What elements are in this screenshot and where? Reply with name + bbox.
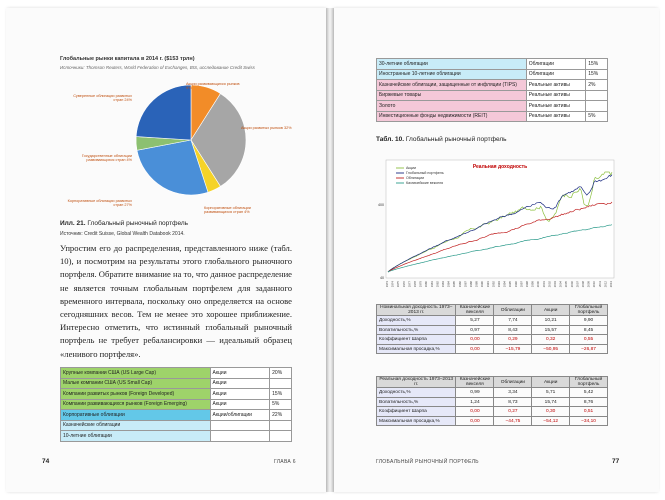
stats-header-cell: Акции: [532, 305, 570, 316]
page-number-right: 77: [612, 458, 620, 465]
asset-name: Биржевые товары: [377, 90, 527, 101]
x-tick-label: 2005: [564, 281, 569, 288]
x-tick-label: 1996: [513, 281, 518, 288]
stats-table-nominal: [376, 304, 608, 354]
line-chart-title: Реальная доходность: [472, 164, 528, 170]
stats-value: 8,45: [570, 325, 608, 335]
allocation-right-row: [377, 111, 608, 122]
y-tick-40: 40: [380, 276, 384, 280]
stats-value: 0,00: [456, 335, 494, 345]
x-tick-label: 2003: [553, 281, 557, 288]
x-tick-label: 2011: [597, 281, 602, 288]
asset-weight: 20%: [270, 368, 292, 379]
stats-row-label: Максимальная просадка,%: [377, 416, 456, 426]
x-tick-label: 1974: [390, 281, 395, 288]
allocation-table-left: [60, 367, 292, 442]
running-head-right: ГЛОБАЛЬНЫЙ РЫНОЧНЫЙ ПОРТФЕЛЬ: [376, 459, 479, 465]
asset-weight: [270, 378, 292, 389]
asset-name: Казначейские облигации, защищенные от инфляции (TIPS): [377, 80, 527, 91]
stats-value: 8,73: [494, 397, 532, 407]
legend-label: Казначейские векселя: [406, 181, 444, 186]
x-tick-label: 1973: [385, 281, 389, 288]
body-paragraph: Упростим его до распределения, представленного ниже (табл. 10), и посмотрим на результаты этого глобального рыночного портфеля. Обратите внимание на то, что данное распределение не является точным глобальным портфелем для заданного временного интервала, поскольку оно определяется на основе сегодняшних весов. Тем не менее это хорошее приближение. Интересно отметить, что истинный глобальный рыночный портфель не требует ребалансировки — идеальный образец «ленивого портфеля».: [60, 243, 292, 359]
allocation-right-row: [377, 80, 608, 91]
allocation-left-row: [61, 389, 292, 400]
stats-row: [377, 344, 608, 354]
x-tick-label: 1991: [485, 281, 490, 288]
y-tick-400: 400: [378, 203, 384, 207]
asset-class: [210, 420, 270, 431]
asset-class: [210, 431, 270, 442]
asset-name: 10-летние облигации: [61, 431, 211, 442]
asset-weight: [270, 420, 292, 431]
asset-weight: 15%: [586, 69, 608, 80]
stats-value: 0,32: [532, 335, 570, 345]
stats-value: 0,55: [570, 335, 608, 345]
pie-slices: [136, 85, 246, 195]
legend-label: Акции: [406, 166, 417, 171]
x-tick-label: 1987: [463, 281, 468, 288]
pie-label-developed-corp: Корпоративные облигации развитых стран 27%: [67, 199, 132, 208]
stats-value: 0,29: [494, 335, 532, 345]
x-tick-label: 1977: [407, 281, 412, 288]
x-tick-label: 2000: [536, 281, 541, 288]
stats-value: 0,97: [456, 325, 494, 335]
asset-weight: 5%: [270, 399, 292, 410]
stats-row: [377, 416, 608, 426]
figure-title: Глобальные рынки капитала в 2014 г. ($153 трлн): [60, 56, 195, 62]
pie-label-emerging-stocks: Акции развивающихся рынков 9%: [186, 82, 240, 91]
line-chart: [376, 156, 618, 296]
stats-value: 5,42: [570, 388, 608, 398]
stats-value: 0,27: [494, 407, 532, 417]
asset-class: Акции: [210, 378, 270, 389]
x-tick-label: 1975: [396, 281, 401, 288]
x-tick-label: 2004: [558, 281, 563, 288]
stats-value: 0,00: [456, 416, 494, 426]
stats-value: 9,90: [570, 316, 608, 326]
x-tick-label: 1998: [525, 281, 529, 288]
stats-value: 8,43: [494, 325, 532, 335]
x-tick-label: 1993: [497, 281, 501, 288]
right-page: [334, 8, 659, 492]
stats-row-label: Коэффициент Шарпа: [377, 407, 456, 417]
allocation-table-right: [376, 58, 608, 122]
stats-value: 3,34: [494, 388, 532, 398]
stats-row: [377, 316, 608, 326]
table-caption: [376, 136, 507, 143]
legend-label: Глобальный портфель: [406, 171, 444, 176]
pie-label-emerging-gov: Государственные облигации развивающихся стран 4%: [81, 154, 132, 163]
stats-value: −34,10: [570, 416, 608, 426]
stats-header-cell: Реальная доходность 1973–2013 гг.: [377, 377, 456, 388]
x-tick-label: 1988: [469, 281, 473, 288]
stats-row-label: Максимальная просадка,%: [377, 344, 456, 354]
asset-weight: 15%: [586, 59, 608, 70]
stats-value: 8,76: [570, 397, 608, 407]
figure-caption-text: Глобальный рыночный портфель: [87, 220, 189, 227]
stats-value: 15,74: [532, 397, 570, 407]
x-tick-label: 1997: [519, 281, 524, 288]
asset-class: Реальные активы: [526, 101, 586, 112]
allocation-right-row: [377, 90, 608, 101]
asset-name: Иностранные 10-летние облигации: [377, 69, 527, 80]
x-tick-label: 1983: [441, 281, 445, 288]
stats-row: [377, 388, 608, 398]
stats-value: −44,75: [494, 416, 532, 426]
asset-weight: [586, 101, 608, 112]
stats-value: −15,79: [494, 344, 532, 354]
stats-value: 7,74: [494, 316, 532, 326]
legend-label: Облигации: [406, 176, 425, 181]
allocation-right-row: [377, 101, 608, 112]
stats-value: −26,87: [570, 344, 608, 354]
asset-class: Облигации: [526, 69, 586, 80]
figure-source: Источники: Thomson Reuters, World Federation of Exchanges, BIS, исследование Credit Swiss: [60, 65, 255, 70]
allocation-left-row: [61, 368, 292, 379]
asset-name: Компании развитых рынков (Foreign Developed): [61, 389, 211, 400]
asset-weight: [586, 90, 608, 101]
x-tick-label: 2012: [603, 281, 608, 288]
stats-header-cell: Облигации: [494, 377, 532, 388]
asset-class: Акции: [210, 399, 270, 410]
x-tick-label: 2009: [586, 281, 591, 288]
stats-row: [377, 335, 608, 345]
stats-value: 15,57: [532, 325, 570, 335]
line-chart-x-labels: [385, 281, 613, 288]
asset-class: Акции/облигации: [210, 410, 270, 421]
stats-value: 0,00: [456, 407, 494, 417]
page-number-left: 74: [42, 458, 50, 465]
stats-row-label: Коэффициент Шарпа: [377, 335, 456, 345]
stats-row: [377, 325, 608, 335]
stats-table-real: [376, 376, 608, 426]
stats-header-cell: Номинальная доходность 1973–2013 гг.: [377, 305, 456, 316]
x-tick-label: 2010: [592, 281, 597, 288]
allocation-left-row: [61, 410, 292, 421]
asset-name: Крупные компании США (US Large Cap): [61, 368, 211, 379]
stats-header-cell: Облигации: [494, 305, 532, 316]
pie-slice-5: [136, 85, 191, 140]
stats-row-label: Доходность,%: [377, 316, 456, 326]
asset-name: Инвестиционные фонды недвижимости (REIT): [377, 111, 527, 122]
x-tick-label: 1994: [502, 281, 507, 288]
stats-value: −54,12: [532, 416, 570, 426]
allocation-left-row: [61, 399, 292, 410]
stats-row: [377, 407, 608, 417]
asset-weight: 5%: [586, 111, 608, 122]
x-tick-label: 1989: [474, 281, 479, 288]
asset-name: 30-летние облигации: [377, 59, 527, 70]
stats-header-cell: Казначейские векселя: [456, 305, 494, 316]
x-tick-label: 1995: [508, 281, 513, 288]
stats-row-label: Доходность,%: [377, 388, 456, 398]
left-page: [6, 8, 326, 492]
x-tick-label: 1985: [452, 281, 457, 288]
stats-value: 0,51: [570, 407, 608, 417]
allocation-left-row: [61, 420, 292, 431]
stats-value: 1,24: [456, 397, 494, 407]
asset-class: Облигации: [526, 59, 586, 70]
figure-caption-source: Источник: Credit Suisse, Global Wealth Databook 2014.: [60, 231, 185, 237]
stats-value: 0,00: [456, 344, 494, 354]
asset-class: Реальные активы: [526, 90, 586, 101]
x-tick-label: 1979: [418, 281, 423, 288]
x-tick-label: 2006: [569, 281, 574, 288]
x-tick-label: 1982: [435, 281, 440, 288]
asset-name: Компании развивающихся рынков (Foreign Emerging): [61, 399, 211, 410]
x-tick-label: 1984: [446, 281, 451, 288]
allocation-right-row: [377, 69, 608, 80]
x-tick-label: 1990: [480, 281, 485, 288]
asset-weight: [270, 431, 292, 442]
pie-label-emerging-corp: Корпоративные облигации развивающихся стран 4%: [204, 206, 251, 215]
x-tick-label: 2001: [541, 281, 546, 288]
stats-value: 0,99: [456, 388, 494, 398]
asset-name: Корпоративные облигации: [61, 410, 211, 421]
allocation-right-row: [377, 59, 608, 70]
stats-row-label: Волатильность,%: [377, 325, 456, 335]
x-tick-label: 1992: [491, 281, 496, 288]
asset-name: Казначейские облигации: [61, 420, 211, 431]
stats-value: 5,71: [532, 388, 570, 398]
pie-label-developed-stocks: Акции развитых рынков 32%: [241, 126, 292, 130]
asset-class: Реальные активы: [526, 80, 586, 91]
stats-header-cell: Глобальный портфель: [570, 305, 608, 316]
running-head-left: ГЛАВА 6: [274, 459, 296, 465]
asset-class: Акции: [210, 368, 270, 379]
allocation-left-row: [61, 431, 292, 442]
x-tick-label: 1976: [401, 281, 406, 288]
x-tick-label: 2007: [575, 281, 580, 288]
stats-header-cell: Казначейские векселя: [456, 377, 494, 388]
stats-header-cell: Акции: [532, 377, 570, 388]
stats-row: [377, 397, 608, 407]
x-tick-label: 1981: [429, 281, 434, 288]
table-caption-text: Глобальный рыночный портфель: [405, 136, 507, 143]
x-tick-label: 1986: [457, 281, 462, 288]
asset-weight: 15%: [270, 389, 292, 400]
asset-name: Малые компании США (US Small Cap): [61, 378, 211, 389]
asset-class: Реальные активы: [526, 111, 586, 122]
x-tick-label: 2008: [581, 281, 585, 288]
asset-class: Акции: [210, 389, 270, 400]
stats-value: 5,27: [456, 316, 494, 326]
asset-weight: 22%: [270, 410, 292, 421]
stats-row-label: Волатильность,%: [377, 397, 456, 407]
stats-value: 10,21: [532, 316, 570, 326]
stats-value: −50,95: [532, 344, 570, 354]
figure-caption: [60, 220, 188, 227]
stats-header-cell: Глобальный портфель: [570, 377, 608, 388]
x-tick-label: 2002: [547, 281, 552, 288]
allocation-left-row: [61, 378, 292, 389]
book-gutter: [326, 8, 334, 492]
x-tick-label: 1980: [424, 281, 429, 288]
x-tick-label: 1999: [530, 281, 535, 288]
table-caption-number: Табл. 10.: [376, 136, 405, 143]
x-tick-label: 2013: [609, 281, 613, 288]
x-tick-label: 1978: [413, 281, 417, 288]
pie-label-developed-sovereign: Суверенные облигации развитых стран 24%: [73, 94, 132, 103]
asset-name: Золото: [377, 101, 527, 112]
asset-weight: 2%: [586, 80, 608, 91]
stats-value: 0,30: [532, 407, 570, 417]
figure-caption-number: Илл. 21.: [60, 220, 86, 227]
